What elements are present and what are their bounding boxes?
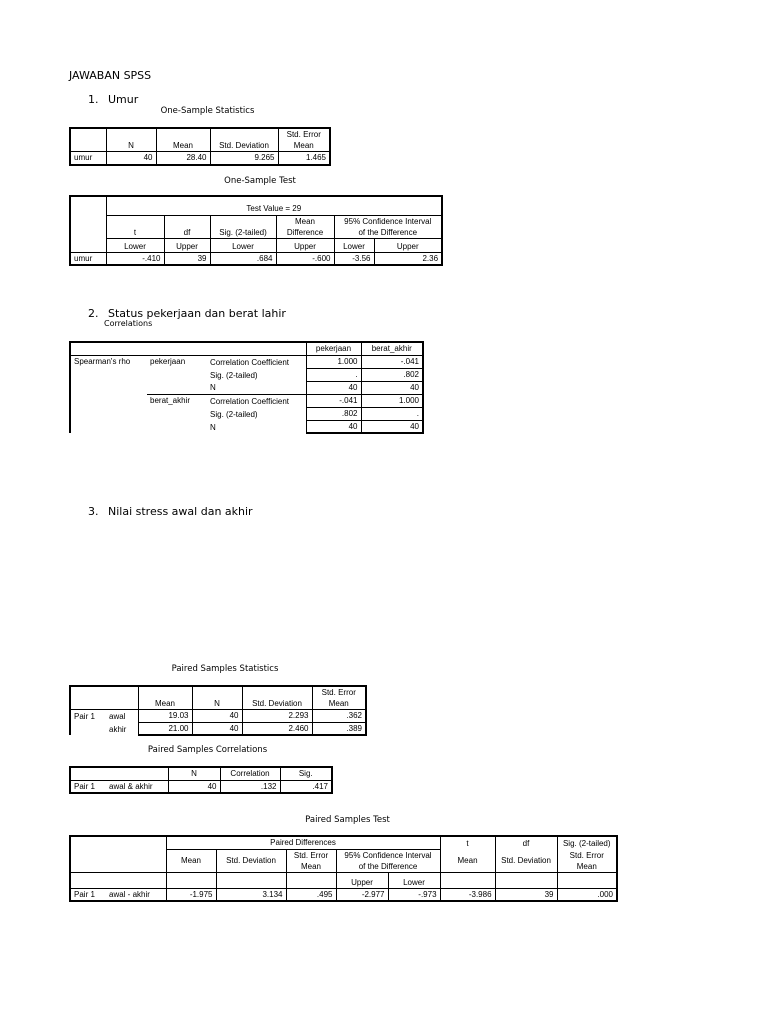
section-label: Umur	[108, 93, 139, 106]
header-std-error-mean: Mean	[286, 861, 336, 873]
cell-ci-upper: -2.977	[336, 888, 388, 901]
header-ci-2: of the Difference	[334, 227, 442, 239]
header-correlation: Correlation	[220, 767, 280, 780]
section-3-heading	[88, 505, 253, 518]
cell-value: .802	[361, 368, 423, 381]
cell-std-error: 1.465	[278, 152, 330, 165]
cell-n: 40	[192, 710, 242, 722]
header-pekerjaan: pekerjaan	[306, 342, 361, 355]
table-row	[70, 355, 423, 368]
header-sig: Sig. (2-tailed)	[557, 836, 617, 849]
table-title-one-sample-statistics: One-Sample Statistics	[160, 106, 255, 116]
sub-header: Lower	[334, 238, 374, 252]
cell-mean: 21.00	[138, 722, 192, 735]
table-title-correlations: Correlations	[104, 319, 153, 328]
row-label: awal - akhir	[106, 888, 166, 901]
sub-header: Upper	[276, 238, 334, 252]
cell-mean: -1.975	[166, 888, 216, 901]
header-std-error-mean: Mean	[278, 140, 330, 152]
table-row	[70, 407, 423, 420]
stat-label: N	[210, 383, 216, 393]
header-mean: Mean	[156, 128, 210, 152]
paired-differences-header: Paired Differences	[166, 836, 440, 849]
header-sig: Sig. (2-tailed)	[210, 215, 276, 238]
cell-value: 1.000	[361, 394, 423, 407]
cell-n: 40	[106, 152, 156, 165]
correlations-table	[69, 341, 424, 434]
cell-std-deviation: 2.293	[242, 710, 312, 722]
table-row	[70, 368, 423, 381]
header-std-error: Std. Error	[278, 128, 330, 140]
cell-sig: .000	[557, 888, 617, 901]
header-std-error-mean: Mean	[312, 698, 366, 710]
header-std-deviation: Std. Deviation	[210, 128, 278, 152]
header-sig: Sig.	[280, 767, 332, 780]
header-std-error: Std. Error	[286, 849, 336, 861]
cell-std-error: .389	[312, 722, 366, 735]
cell-ci-lower: -.973	[388, 888, 440, 901]
header-sig-std-error-mean: Mean	[557, 861, 617, 873]
pair-label: Pair 1	[70, 710, 106, 722]
cell-sig: .417	[280, 780, 332, 793]
section-label: Status pekerjaan dan berat lahir	[108, 307, 286, 320]
table-title-one-sample-test: One-Sample Test	[224, 176, 296, 186]
cell-sig: .684	[210, 252, 276, 265]
sub-header: Lower	[210, 238, 276, 252]
cell-t: -3.986	[440, 888, 495, 901]
header-n: N	[192, 686, 242, 710]
section-number: 1.	[88, 93, 99, 106]
cell-std-deviation: 3.134	[216, 888, 286, 901]
row-label: awal	[106, 710, 138, 722]
cell-lower: -3.56	[334, 252, 374, 265]
stat-label: Sig. (2-tailed)	[210, 370, 258, 380]
table-row	[70, 394, 423, 407]
header-ci-2: of the Difference	[336, 861, 440, 873]
document-heading: JAWABAN SPSS	[69, 69, 152, 82]
section-label: Nilai stress awal dan akhir	[108, 505, 253, 518]
cell-upper: 2.36	[374, 252, 442, 265]
cell-std-error: .362	[312, 710, 366, 722]
row-label: umur	[70, 252, 106, 265]
stat-label: Sig. (2-tailed)	[210, 409, 258, 419]
header-df: df	[164, 215, 210, 238]
cell-value: -.041	[306, 394, 361, 407]
table-row	[70, 420, 423, 433]
sub-header-lower: Lower	[388, 872, 440, 888]
table-row	[70, 252, 442, 265]
section-number: 3.	[88, 505, 99, 518]
cell-std-error: .495	[286, 888, 336, 901]
cell-df: 39	[495, 888, 557, 901]
one-sample-test-table	[69, 195, 443, 266]
row-label: awal & akhir	[106, 780, 168, 793]
header-mean-difference-1: Mean	[276, 215, 334, 227]
table-row	[70, 722, 366, 735]
header-mean: Mean	[138, 686, 192, 710]
cell-value: 40	[361, 420, 423, 433]
header-n: N	[106, 128, 156, 152]
header-t-mean: Mean	[440, 849, 495, 872]
variable-label: berat_akhir	[147, 394, 207, 407]
cell-value: 40	[306, 420, 361, 433]
header-sig-std-error: Std. Error	[557, 849, 617, 861]
paired-samples-statistics-table	[69, 685, 367, 736]
table-row	[70, 888, 617, 901]
header-n: N	[168, 767, 220, 780]
section-number: 2.	[88, 307, 99, 320]
cell-n: 40	[192, 722, 242, 735]
cell-std-deviation: 9.265	[210, 152, 278, 165]
cell-correlation: .132	[220, 780, 280, 793]
header-mean-difference-2: Difference	[276, 227, 334, 239]
cell-df: 39	[164, 252, 210, 265]
cell-value: 40	[361, 381, 423, 394]
header-mean: Mean	[166, 849, 216, 872]
table-row	[70, 710, 366, 722]
sub-header-upper: Upper	[336, 872, 388, 888]
cell-n: 40	[168, 780, 220, 793]
pair-label: Pair 1	[70, 888, 106, 901]
test-value-header: Test Value = 29	[106, 196, 442, 215]
paired-samples-correlations-table	[69, 766, 333, 794]
cell-value: 1.000	[306, 355, 361, 368]
one-sample-statistics-table	[69, 127, 331, 166]
header-std-deviation: Std. Deviation	[216, 849, 286, 872]
cell-value: .	[361, 407, 423, 420]
header-t: t	[440, 836, 495, 849]
cell-mean: 28.40	[156, 152, 210, 165]
sub-header: Lower	[106, 238, 164, 252]
stat-label: Correlation Coefficient	[207, 394, 306, 407]
cell-t: -.410	[106, 252, 164, 265]
header-df: df	[495, 836, 557, 849]
table-title-paired-samples-test: Paired Samples Test	[305, 815, 390, 825]
group-label: Spearman's rho	[70, 355, 147, 368]
sub-header: Upper	[374, 238, 442, 252]
table-title-paired-samples-statistics: Paired Samples Statistics	[171, 664, 279, 674]
header-berat-akhir: berat_akhir	[361, 342, 423, 355]
header-df-std-deviation: Std. Deviation	[495, 849, 557, 872]
cell-value: .	[306, 368, 361, 381]
pair-label: Pair 1	[70, 780, 106, 793]
stat-label: N	[210, 422, 216, 432]
table-row	[70, 381, 423, 394]
header-ci: 95% Confidence Interval	[336, 849, 440, 861]
paired-samples-test-table	[69, 835, 618, 902]
stat-label: Correlation Coefficient	[207, 355, 306, 368]
header-ci: 95% Confidence Interval	[334, 215, 442, 227]
table-row	[70, 780, 332, 793]
cell-mean: 19.03	[138, 710, 192, 722]
cell-value: 40	[306, 381, 361, 394]
row-label: akhir	[109, 724, 127, 734]
table-row	[70, 152, 330, 165]
row-label: umur	[70, 152, 106, 165]
cell-std-deviation: 2.460	[242, 722, 312, 735]
header-std-error: Std. Error	[312, 686, 366, 698]
header-std-deviation: Std. Deviation	[242, 686, 312, 710]
header-t: t	[106, 215, 164, 238]
variable-label: pekerjaan	[147, 355, 207, 368]
cell-mean-difference: -.600	[276, 252, 334, 265]
sub-header: Upper	[164, 238, 210, 252]
cell-value: .802	[306, 407, 361, 420]
section-1-heading	[88, 93, 138, 106]
table-title-paired-samples-correlations: Paired Samples Correlations	[147, 745, 268, 755]
cell-value: -.041	[361, 355, 423, 368]
